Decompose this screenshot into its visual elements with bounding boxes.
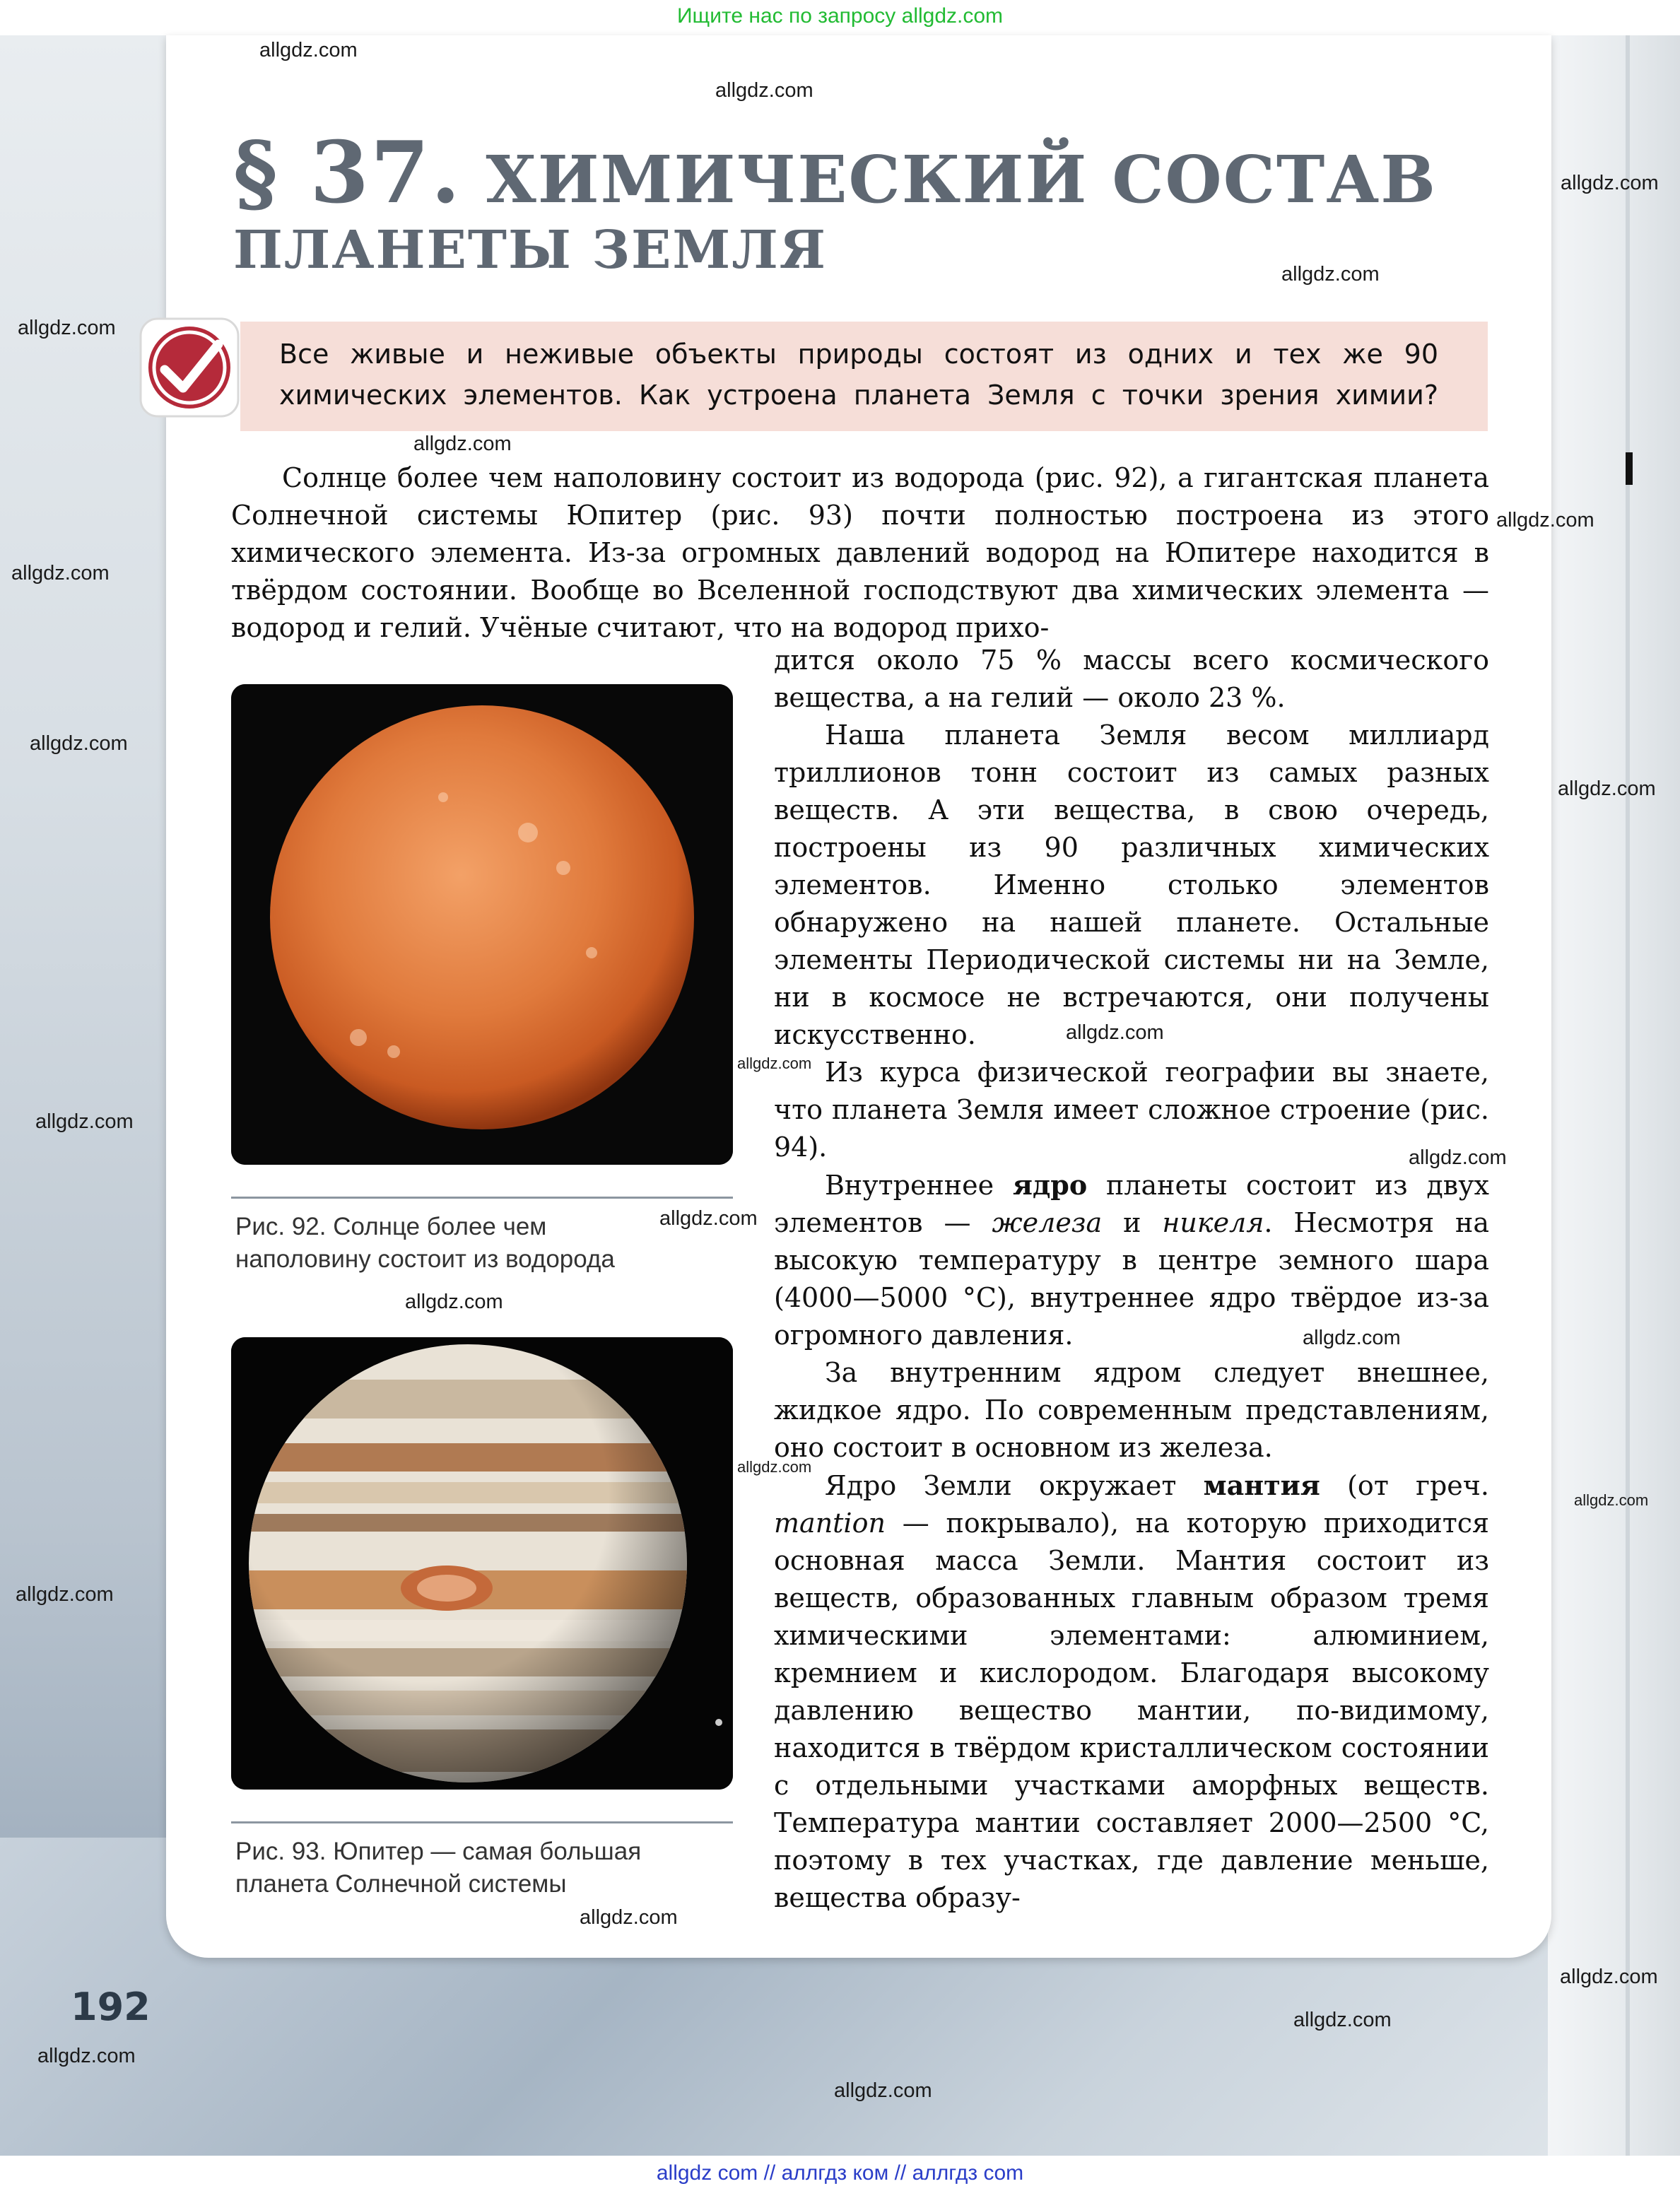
watermark: allgdz.com [1496, 509, 1594, 531]
watermark: allgdz.com [1558, 777, 1656, 800]
watermark: allgdz.com [1293, 2009, 1392, 2031]
watermark: allgdz.com [715, 79, 813, 102]
title-line1: ХИМИЧЕСКИЙ СОСТАВ [486, 141, 1438, 218]
watermark: allgdz.com [737, 1055, 812, 1072]
paragraph-1-continued: дится около 75 % массы всего космического вещества, а на гелий — около 23 %. [774, 645, 1489, 713]
p4-text-a: Внутреннее [825, 1170, 1013, 1201]
term-iron: железа [992, 1207, 1103, 1238]
p6-text-b: (от греч. [1320, 1470, 1489, 1501]
watermark: allgdz.com [834, 2079, 932, 2102]
fig93-caption-line2: планета Солнечной системы [235, 1870, 567, 1898]
watermark: allgdz.com [1560, 1966, 1658, 1988]
fig92-caption-line1: Рис. 92. Солнце более чем [235, 1213, 547, 1240]
paragraph-2: Наша планета Земля весом миллиард триллионов тонн состоит из самых разных веществ. А эти вещества, в свою очередь, построены из 90 различных химических элементов. Именно столько элементов обнаружено на нашей планете. Остальные элементы Периодической системы ни на Земле, ни в космосе не встречаются, они получены искусственно. [774, 719, 1489, 1050]
term-nickel: никеля [1162, 1207, 1264, 1238]
bottom-banner[interactable]: allgdz com // аллгдз ком // аллгдз com [0, 2156, 1680, 2191]
watermark: allgdz.com [405, 1291, 503, 1313]
cover-background-right [1548, 35, 1680, 2163]
paragraph-number: § 37. [233, 123, 462, 223]
intro-line1: Все живые и неживые объекты природы состоят из одних и тех же 90 [279, 339, 1438, 370]
watermark: allgdz.com [18, 317, 116, 339]
paragraph-1 [231, 459, 1489, 647]
title-line2: ПЛАНЕТЫ ЗЕМЛЯ [233, 220, 828, 281]
watermark: allgdz.com [259, 39, 358, 61]
top-banner[interactable]: Ищите нас по запросу allgdz.com [676, 4, 1004, 28]
watermark: allgdz.com [659, 1207, 758, 1230]
checkmark-icon [136, 315, 242, 421]
figure-93-caption [235, 1835, 730, 1901]
intro-line2: химических элементов. Как устроена планета Земля с точки зрения химии? [279, 380, 1438, 411]
watermark: allgdz.com [1303, 1327, 1401, 1349]
figure-93-jupiter-image [231, 1337, 733, 1790]
term-mantion: mantion [774, 1508, 886, 1539]
watermark: allgdz.com [30, 732, 128, 755]
figure-92-sun-image [231, 684, 733, 1165]
watermark: allgdz.com [1409, 1146, 1507, 1169]
term-core: ядро [1012, 1169, 1088, 1201]
page-number: 192 [71, 1985, 151, 2029]
fig93-caption-line1: Рис. 93. Юпитер — самая большая [235, 1838, 642, 1865]
watermark: allgdz.com [413, 433, 512, 455]
watermark: allgdz.com [1066, 1021, 1164, 1044]
p6-text-a: Ядро Земли окружает [825, 1470, 1204, 1501]
watermark: allgdz.com [737, 1458, 812, 1476]
caption-rule-92 [231, 1197, 733, 1199]
paragraph-5: За внутренним ядром следует внешнее, жидкое ядро. По современным представлениям, оно состоит в основном из железа. [774, 1357, 1489, 1463]
margin-mark [1626, 452, 1633, 485]
figure-92-caption [235, 1211, 730, 1276]
watermark: allgdz.com [580, 1906, 678, 1929]
text-column [774, 642, 1489, 1917]
p4-text-c: и [1102, 1207, 1163, 1238]
fig92-caption-line2: наполовину состоит из водорода [235, 1245, 615, 1273]
intro-question [279, 334, 1438, 416]
p4-text-d: . Несмотря на высокую температуру в центре земного шара (4000—5000 °C), внутреннее ядро твёрдое из-за огромного давления. [774, 1207, 1489, 1351]
watermark: allgdz.com [1561, 172, 1659, 194]
term-mantle: мантия [1203, 1469, 1320, 1501]
watermark: allgdz.com [37, 2045, 136, 2067]
watermark: allgdz.com [1574, 1491, 1649, 1509]
caption-rule-93 [231, 1821, 733, 1823]
watermark: allgdz.com [1281, 263, 1380, 286]
p6-text-c: — покрывало), на которую приходится основная масса Земли. Мантия состоит из веществ, образованных главным образом тремя химическими элементами: алюминием, кремнием и кислородом. Благодаря высокому давлению вещество мантии, по-видимому, находится в твёрдом кристаллическом состоянии с отдельными участками аморфных веществ. Температура мантии составляет 2000—2500 °C, поэтому в тех участках, где давление меньше, вещества образу- [774, 1508, 1489, 1913]
watermark: allgdz.com [16, 1583, 114, 1606]
p4-text-b: планеты состоит из двух элементов — [774, 1170, 1489, 1238]
watermark: allgdz.com [11, 562, 110, 585]
paragraph-3: Из курса физической географии вы знаете, что планета Земля имеет сложное строение (рис. 94). [774, 1057, 1489, 1163]
watermark: allgdz.com [35, 1110, 134, 1133]
paragraph-6 [774, 1467, 1489, 1917]
paragraph-1-text: Солнце более чем наполовину состоит из водорода (рис. 92), а гигантская планета Солнечной системы Юпитер (рис. 93) почти полностью построена из этого химического элемента. Из-за огромных давлений водород на Юпитере находится в твёрдом состоянии. Вообще во Вселенной господствуют два химических элемента — водород и гелий. Учёные считают, что на водород прихо- [231, 462, 1489, 643]
page-title [233, 123, 1505, 282]
book-spine [1626, 35, 1630, 2156]
